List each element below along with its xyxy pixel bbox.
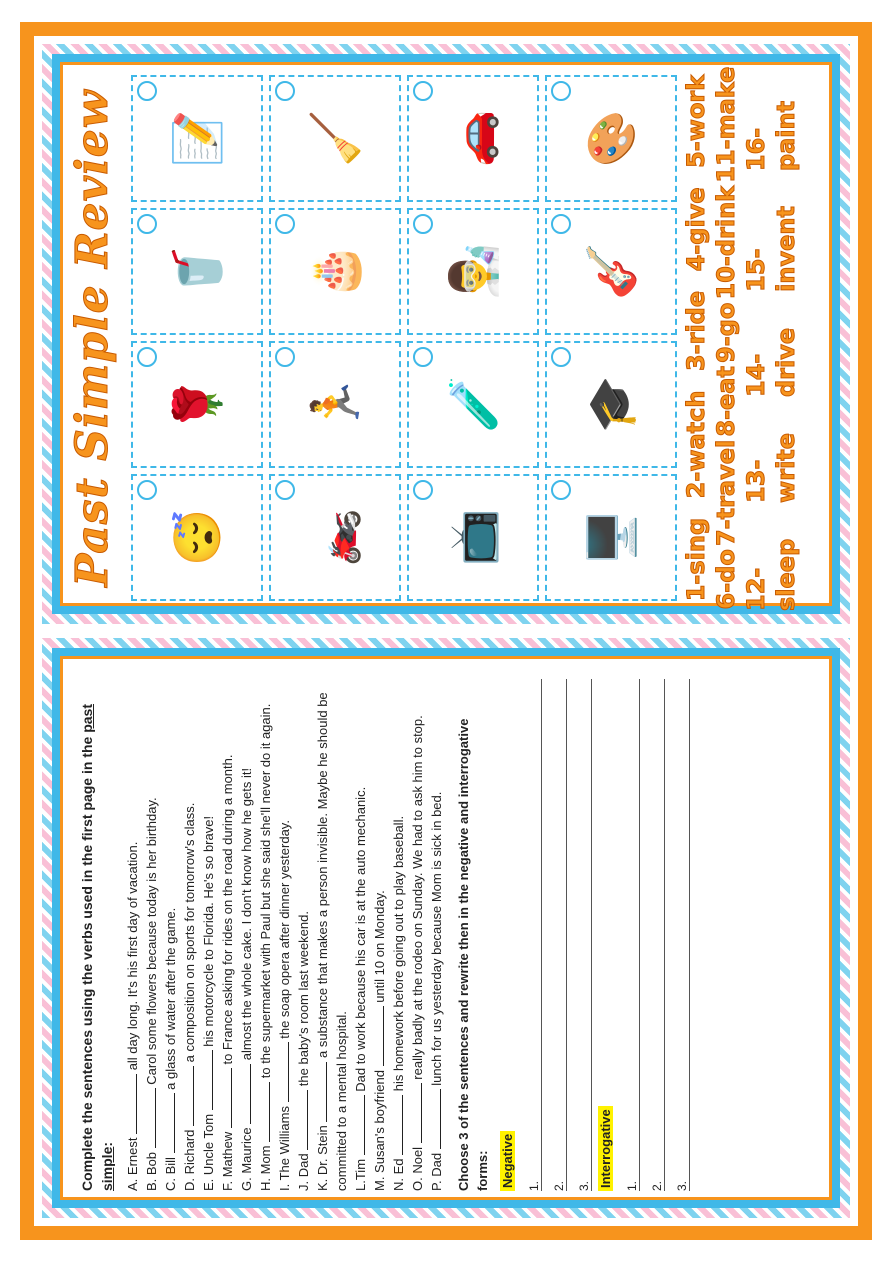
word-bank-item: 11-make [712, 66, 740, 183]
picture-cell [269, 208, 401, 335]
sentence-rest: a glass of water after the game. [163, 907, 178, 1094]
answer-circle[interactable] [137, 347, 157, 367]
illustration-icon: 👨‍🔬 [447, 242, 499, 301]
word-bank-item: 16-paint [742, 100, 800, 172]
picture-panel-band [52, 54, 840, 614]
sentence-item [408, 679, 427, 1191]
sentence-item [313, 679, 351, 1191]
answer-blank[interactable] [440, 1089, 441, 1149]
sentence-item [275, 679, 294, 1191]
answer-blank[interactable] [174, 1093, 175, 1153]
worksheet-inner [34, 36, 858, 1226]
illustration-icon: 🚗 [447, 109, 499, 168]
answer-blank[interactable] [269, 1082, 270, 1142]
illustration-icon: 😴 [171, 508, 223, 567]
answer-blank[interactable] [288, 1042, 289, 1102]
word-bank-row [681, 65, 711, 611]
negative-lines [519, 675, 592, 1195]
sentence-subject: B. Bob [144, 1148, 159, 1191]
word-bank-item: 6-do [712, 549, 740, 610]
picture-cell [407, 474, 539, 601]
sentence-item [427, 679, 446, 1191]
sentence-rest: until 10 on Monday. [372, 890, 387, 1007]
answer-circle[interactable] [275, 81, 295, 101]
answer-circle[interactable] [275, 214, 295, 234]
picture-panel-core [60, 62, 832, 611]
sentence-item [142, 679, 161, 1191]
answer-circle[interactable] [413, 347, 433, 367]
answer-blank[interactable] [307, 1090, 308, 1150]
picture-cell [545, 208, 677, 335]
sentence-rest: all day long. It's his first day of vacation. [125, 841, 140, 1074]
sentence-rest: to France asking for rides on the road during a month. [220, 754, 235, 1069]
sentence-subject: M. Susan's boyfriend [372, 1066, 387, 1191]
answer-blank[interactable] [383, 1006, 384, 1066]
sentence-subject: L.Tim [353, 1155, 368, 1191]
word-bank-item: 14-drive [742, 327, 800, 397]
instruction-emphasis: past simple [79, 703, 115, 1191]
sentence-rest: really badly at the rodeo on Sunday. We had to ask him to stop. [410, 715, 425, 1084]
sentence-item [256, 679, 275, 1191]
answer-blank[interactable] [421, 1083, 422, 1143]
sentence-list [123, 675, 446, 1195]
sentence-subject: P. Dad [429, 1149, 444, 1191]
answer-line[interactable] [642, 679, 665, 1191]
picture-cell [131, 208, 263, 335]
interrogative-lines [617, 675, 690, 1195]
sentence-subject: O. Noel [410, 1143, 425, 1191]
sentence-rest: Carol some flowers because today is her birthday. [144, 797, 159, 1089]
answer-blank[interactable] [326, 1062, 327, 1122]
illustration-icon: 🌹 [171, 375, 223, 434]
sentence-rest: the baby's room last weekend. [296, 911, 311, 1090]
sentence-item [123, 679, 142, 1191]
answer-circle[interactable] [551, 214, 571, 234]
picture-cell [269, 75, 401, 202]
sentence-subject: A. Ernest [125, 1133, 140, 1191]
picture-panel-content [63, 0, 831, 611]
sentence-subject: F. Mathew [220, 1128, 235, 1191]
line-number: 3. [577, 1180, 591, 1191]
line-number: 2. [650, 1180, 664, 1191]
sentence-item [180, 679, 199, 1191]
word-bank-item: 2-watch [682, 390, 710, 499]
picture-cell [269, 474, 401, 601]
answer-line[interactable] [667, 679, 690, 1191]
exercise-panel-core [60, 656, 832, 1200]
answer-circle[interactable] [275, 347, 295, 367]
picture-cell [269, 341, 401, 468]
exercise-panel [42, 638, 850, 1218]
picture-cell [131, 474, 263, 601]
sentence-subject: E. Uncle Tom [201, 1110, 216, 1191]
illustration-icon: 📺 [447, 508, 499, 567]
sentence-rest: his motorcycle to Florida. He's so brave! [201, 815, 216, 1051]
answer-blank[interactable] [155, 1088, 156, 1148]
sentence-item [237, 679, 256, 1191]
illustration-icon: 🎂 [309, 242, 361, 301]
picture-cell [545, 341, 677, 468]
illustration-icon: 🎸 [585, 242, 637, 301]
answer-circle[interactable] [137, 81, 157, 101]
exercise-content [63, 659, 831, 1205]
rewrite-instruction: Choose 3 of the sentences and rewrite then in the negative and interrogative forms: [456, 718, 490, 1191]
answer-blank[interactable] [402, 1095, 403, 1155]
illustration-icon: 📝 [171, 109, 223, 168]
sentence-rest: his homework before going out to play baseball. [391, 815, 406, 1095]
negative-label: Negative [500, 1131, 515, 1191]
answer-circle[interactable] [137, 214, 157, 234]
sentence-rest: Dad to work because his car is at the auto mechanic. [353, 786, 368, 1096]
picture-cell [545, 474, 677, 601]
illustration-icon: 🏍️ [309, 508, 361, 567]
illustration-icon: 🎨 [585, 109, 637, 168]
illustration-icon: 🏃 [309, 375, 361, 434]
word-bank [681, 65, 801, 611]
worksheet-title: Past Simple Review [67, 89, 118, 587]
picture-cell [407, 75, 539, 202]
exercise-instruction: Complete the sentences using the verbs used in the first page in the past simple: [79, 703, 115, 1191]
sentence-rest: almost the whole cake. I don't know how he gets it! [239, 767, 254, 1064]
picture-cell [131, 341, 263, 468]
answer-blank[interactable] [231, 1068, 232, 1128]
illustration-icon: 🎓 [585, 375, 637, 434]
answer-blank[interactable] [250, 1064, 251, 1124]
word-bank-item: 4-give [682, 187, 710, 272]
word-bank-item: 10-drink [712, 185, 740, 300]
worksheet-page [20, 22, 872, 1240]
sentence-item [370, 679, 389, 1191]
word-bank-item: 3-ride [682, 290, 710, 372]
answer-circle[interactable] [413, 214, 433, 234]
sentence-rest: lunch for us yesterday because Mom is sick in bed. [429, 791, 444, 1090]
answer-line[interactable] [544, 679, 567, 1191]
illustration-icon: 🥤 [171, 242, 223, 301]
exercise-panel-band [52, 648, 840, 1208]
word-bank-item: 13-write [742, 432, 800, 503]
answer-blank[interactable] [193, 1066, 194, 1126]
answer-circle[interactable] [413, 81, 433, 101]
word-bank-item: 7-travel [712, 439, 740, 547]
picture-cell [131, 75, 263, 202]
word-bank-item: 15-invent [742, 206, 800, 292]
line-number: 3. [675, 1180, 689, 1191]
sentence-subject: C. Bill [163, 1153, 178, 1191]
answer-circle[interactable] [275, 480, 295, 500]
sentence-item [218, 679, 237, 1191]
sentence-item [294, 679, 313, 1191]
sentence-item [351, 679, 370, 1191]
word-bank-item: 1-sing [682, 517, 710, 602]
line-number: 1. [527, 1180, 541, 1191]
answer-circle[interactable] [551, 81, 571, 101]
sentence-rest: a composition on sports for tomorrow's class. [182, 802, 197, 1066]
sentence-rest: the soap opera after dinner yesterday. [277, 820, 292, 1043]
answer-circle[interactable] [551, 347, 571, 367]
instruction-text: Complete the sentences using the verbs used in the first page in the [79, 732, 95, 1191]
word-bank-row [711, 65, 741, 611]
word-bank-item: 5-work [682, 74, 710, 168]
sentence-rest: a substance that makes a person invisible. Maybe he should be committed to a mental hospital. [315, 692, 349, 1191]
word-bank-row [741, 65, 801, 611]
picture-cell [407, 208, 539, 335]
sentence-item [161, 679, 180, 1191]
illustration-icon: 🖥️ [585, 508, 637, 567]
sentence-subject: J. Dad [296, 1149, 311, 1191]
sentence-subject: G. Maurice [239, 1123, 254, 1191]
word-bank-item: 9-go [712, 302, 740, 363]
sentence-subject: K. Dr. Stein [315, 1121, 330, 1191]
answer-line[interactable] [519, 679, 542, 1191]
answer-line[interactable] [569, 679, 592, 1191]
sentence-subject: H. Mom [258, 1141, 273, 1191]
sentence-item [199, 679, 218, 1191]
answer-circle[interactable] [137, 480, 157, 500]
sentence-subject: D. Richard [182, 1125, 197, 1191]
answer-blank[interactable] [364, 1095, 365, 1155]
answer-blank[interactable] [136, 1074, 137, 1134]
line-number: 1. [625, 1180, 639, 1191]
word-bank-item: 12-sleep [742, 538, 800, 611]
answer-blank[interactable] [212, 1050, 213, 1110]
sentence-item [389, 679, 408, 1191]
picture-cell [545, 75, 677, 202]
sentence-rest: to the supermarket with Paul but she said she'll never do it again. [258, 703, 273, 1082]
line-number: 2. [552, 1180, 566, 1191]
word-bank-item: 8-eat [712, 366, 740, 437]
sentence-subject: N. Ed [391, 1154, 406, 1191]
illustration-icon: 🧪 [447, 375, 499, 434]
illustration-icon: 🧹 [309, 109, 361, 168]
picture-cell [407, 341, 539, 468]
picture-grid [131, 75, 677, 601]
sentence-subject: I. The Williams [277, 1102, 292, 1191]
interrogative-label: Interrogative [598, 1106, 613, 1191]
exercise-body [73, 675, 821, 1195]
answer-line[interactable] [617, 679, 640, 1191]
picture-panel [42, 44, 850, 624]
answer-circle[interactable] [413, 480, 433, 500]
answer-circle[interactable] [551, 480, 571, 500]
